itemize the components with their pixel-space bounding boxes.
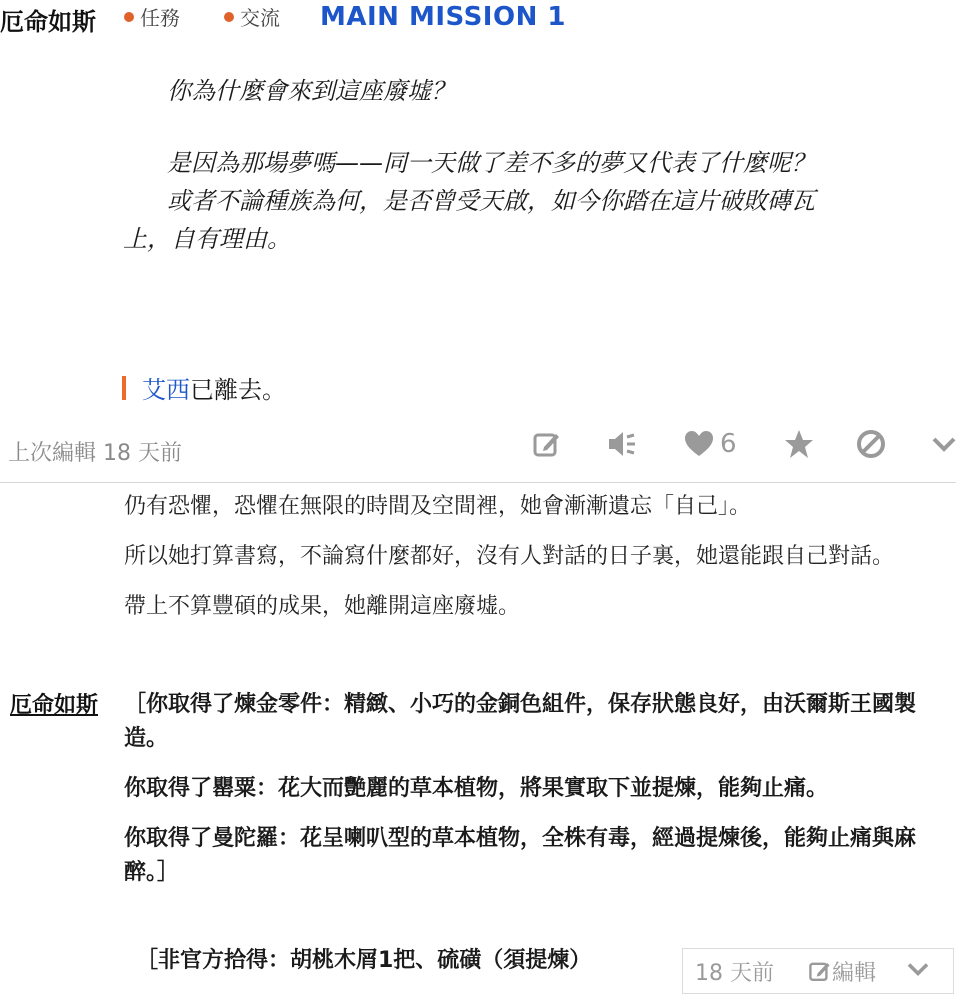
- mute-icon: [606, 429, 638, 459]
- chevron-down-icon: [906, 960, 930, 978]
- post-author[interactable]: 厄命如斯: [0, 8, 96, 36]
- story-line: 你為什麼會來到這座廢墟？: [167, 77, 455, 105]
- mute-button[interactable]: [606, 426, 638, 462]
- edit-link[interactable]: [808, 956, 876, 987]
- post-body-2: [124, 490, 934, 624]
- tag-mission[interactable]: [124, 2, 180, 31]
- mission-title: MAIN MISSION 1: [320, 2, 566, 32]
- edit-button[interactable]: [532, 426, 562, 462]
- post-divider: [0, 482, 956, 483]
- favorite-button[interactable]: [784, 426, 814, 462]
- post-time: 18 天前: [695, 960, 774, 986]
- expand-button[interactable]: [906, 959, 930, 984]
- tag-dot-icon: [124, 12, 134, 22]
- block-icon: [856, 429, 886, 459]
- story-line: 或者不論種族為何，是否曾受天啟，如今你踏在這片破敗磚瓦: [167, 187, 815, 215]
- story-block-1: [123, 72, 943, 110]
- block-button[interactable]: [856, 426, 886, 462]
- story-line: 上，自有理由。: [123, 225, 291, 253]
- item-line: 你取得了曼陀羅：花呈喇叭型的草本植物，全株有毒，經過提煉後，能夠止痛與麻醉。］: [124, 826, 917, 885]
- tag-exchange[interactable]: [224, 2, 280, 31]
- tag-label: 交流: [240, 6, 280, 30]
- post-paragraph: 帶上不算豐碩的成果，她離開這座廢墟。: [124, 594, 521, 619]
- story-line: 是因為那場夢嗎——同一天做了差不多的夢又代表了什麼呢？: [167, 149, 815, 177]
- leave-user-link[interactable]: 艾西: [142, 376, 190, 404]
- item-line: 你取得了罌粟：花大而艷麗的草本植物，將果實取下並提煉，能夠止痛。: [124, 776, 829, 801]
- tag-label: 任務: [140, 6, 180, 30]
- leave-notice: [122, 370, 286, 405]
- tag-dot-icon: [224, 12, 234, 22]
- edit-icon: [532, 429, 562, 459]
- floating-post-bar: [682, 948, 954, 994]
- story-block-2: [123, 144, 943, 258]
- star-icon: [784, 429, 814, 459]
- item-line: ［你取得了煉金零件：精緻、小巧的金銅色組件，保存狀態良好，由沃爾斯王國製造。: [124, 692, 917, 751]
- item-line-unofficial: ［非官方拾得：胡桃木屑1把、硫磺（須提煉）: [136, 948, 592, 973]
- notice-bar-icon: [122, 376, 126, 400]
- post-paragraph: 所以她打算書寫，不論寫什麼都好，沒有人對話的日子裏，她還能跟自己對話。: [124, 544, 895, 569]
- like-button[interactable]: [684, 426, 737, 462]
- chevron-down-icon: [932, 434, 956, 454]
- heart-icon: [684, 430, 714, 458]
- edit-label: 編輯: [832, 960, 877, 986]
- like-count: 6: [720, 429, 737, 459]
- last-edited: 上次編輯 18 天前: [8, 441, 182, 466]
- post-author-link[interactable]: 厄命如斯: [10, 693, 99, 718]
- leave-text: 已離去。: [190, 376, 286, 404]
- more-button[interactable]: [932, 426, 956, 462]
- post-body-3: [124, 688, 934, 890]
- edit-icon: [808, 959, 832, 983]
- post-paragraph: 仍有恐懼，恐懼在無限的時間及空間裡，她會漸漸遺忘「自己」。: [124, 494, 752, 519]
